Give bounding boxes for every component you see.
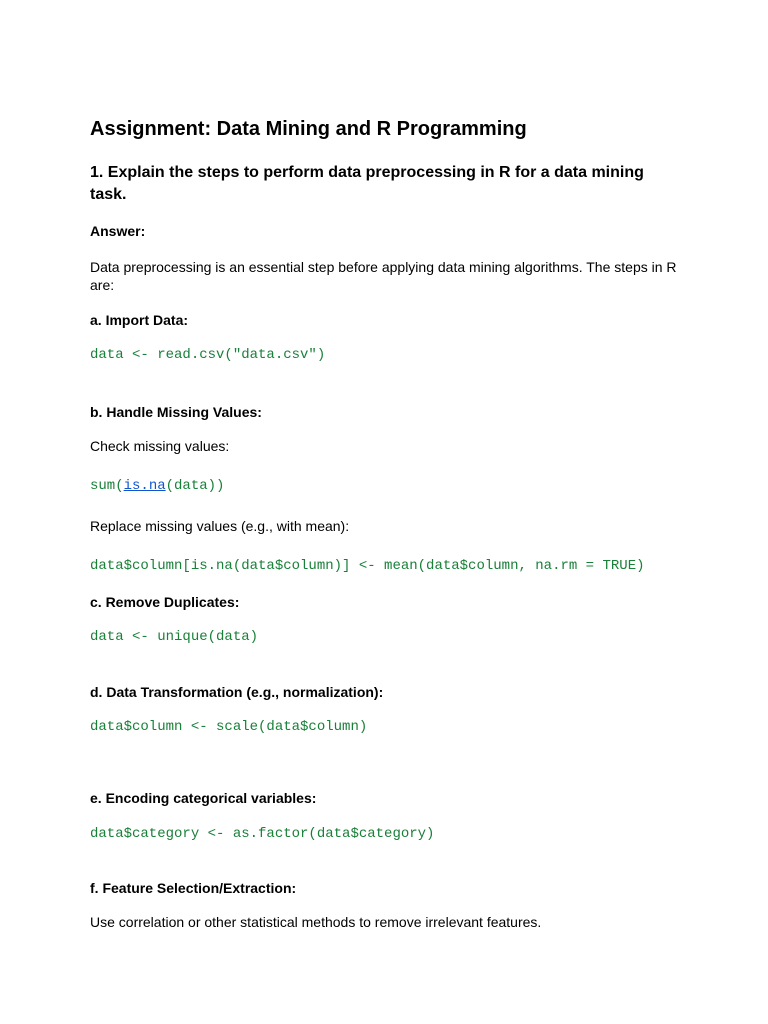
step-encoding-code: data$category <- as.factor(data$category) [90, 826, 435, 842]
step-missing-heading: b. Handle Missing Values: [90, 404, 262, 420]
check-missing-text: Check missing values: [90, 438, 230, 454]
step-feature-text: Use correlation or other statistical methods to remove irrelevant features. [90, 914, 542, 930]
step-transform-code: data$column <- scale(data$column) [90, 719, 368, 735]
step-transform-heading: d. Data Transformation (e.g., normalization): [90, 684, 384, 700]
replace-missing-text: Replace missing values (e.g., with mean): [90, 518, 350, 534]
question-heading: 1. Explain the steps to perform data preprocessing in R for a data mining task. [90, 164, 644, 203]
step-encoding-heading: e. Encoding categorical variables: [90, 790, 317, 806]
step-import-heading: a. Import Data: [90, 312, 189, 328]
step-feature-heading: f. Feature Selection/Extraction: [90, 880, 297, 896]
document-title: Assignment: Data Mining and R Programming [90, 118, 527, 140]
step-duplicates-code: data <- unique(data) [90, 629, 259, 645]
check-code-prefix: sum( [90, 478, 124, 494]
step-duplicates-heading: c. Remove Duplicates: [90, 594, 240, 610]
is-na-link[interactable]: is.na [123, 478, 166, 494]
step-import-code: data <- read.csv("data.csv") [90, 347, 326, 363]
replace-missing-code: data$column[is.na(data$column)] <- mean(data$column, na.rm = TRUE) [90, 558, 645, 574]
check-code-suffix: (data)) [165, 478, 225, 494]
answer-label: Answer: [90, 223, 146, 239]
check-missing-code [90, 477, 224, 495]
intro-paragraph: Data preprocessing is an essential step before applying data mining algorithms. The steps in R are: [90, 259, 677, 293]
